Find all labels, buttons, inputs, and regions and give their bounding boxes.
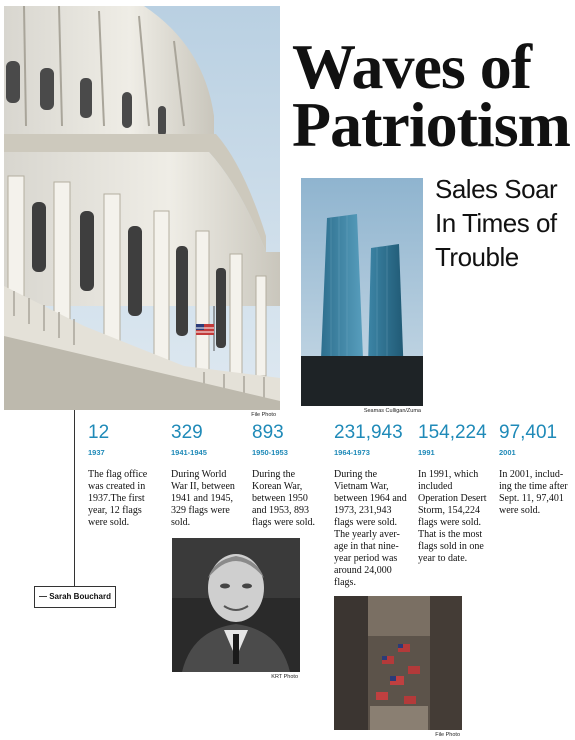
timeline-count: 231,943 bbox=[334, 422, 403, 443]
headline-line-2: Patriotism bbox=[292, 89, 570, 160]
fdr-photo-credit: KRT Photo bbox=[271, 674, 298, 680]
timeline-description: During the Vietnam War, between 1964 and 1973, 231,943 flags were sold. The yearly aver-age in that nine-year period was around 24,000 flags. bbox=[334, 469, 407, 588]
capitol-dome-illustration bbox=[4, 6, 280, 410]
timeline-year: 1950-1953 bbox=[252, 448, 288, 457]
fdr-portrait-illustration bbox=[172, 538, 300, 672]
subtitle-line-1: Sales Soar bbox=[435, 174, 558, 204]
timeline-entry-1950 bbox=[252, 422, 324, 529]
crowd-photo-credit: File Photo bbox=[435, 732, 460, 738]
flag-crowd-illustration bbox=[334, 596, 462, 730]
headline-line-1: Waves of bbox=[292, 31, 532, 102]
timeline-entry-1964 bbox=[334, 422, 412, 589]
timeline-year: 1964-1973 bbox=[334, 448, 370, 457]
capitol-dome-photo bbox=[4, 6, 280, 418]
timeline-entry-2001 bbox=[499, 422, 571, 517]
timeline-description: The flag office was created in 1937.The first year, 12 flags were sold. bbox=[88, 469, 148, 528]
timeline-entry-1941 bbox=[171, 422, 243, 529]
timeline-year: 1937 bbox=[88, 448, 105, 457]
timeline-count: 893 bbox=[252, 422, 284, 443]
timeline-description: In 2001, includ-ing the time after Sept. 11, 97,401 were sold. bbox=[499, 469, 568, 516]
timeline-vertical-line bbox=[74, 410, 75, 595]
subtitle-line-2: In Times of bbox=[435, 208, 557, 238]
twin-towers-photo bbox=[301, 178, 423, 414]
headline-subtitle bbox=[435, 172, 575, 274]
twin-towers-illustration bbox=[301, 178, 423, 406]
timeline-entry-1991 bbox=[418, 422, 494, 565]
fdr-portrait-photo bbox=[172, 538, 300, 680]
flag-crowd-photo bbox=[334, 596, 462, 738]
timeline-count: 154,224 bbox=[418, 422, 487, 443]
timeline-description: During the Korean War, between 1950 and 1953, 893 flags were sold. bbox=[252, 469, 316, 528]
subtitle-line-3: Trouble bbox=[435, 242, 519, 272]
towers-photo-credit: Seamas Culligan/Zuma bbox=[363, 408, 421, 414]
headline-title bbox=[292, 31, 572, 160]
timeline-year: 1941-1945 bbox=[171, 448, 207, 457]
timeline-description: In 1991, which included Operation Desert Storm, 154,224 flags were sold. That is the most flags sold in one year to date. bbox=[418, 469, 487, 564]
timeline-year: 2001 bbox=[499, 448, 516, 457]
byline-box: — Sarah Bouchard bbox=[34, 586, 116, 608]
capitol-photo-credit: File Photo bbox=[251, 412, 276, 418]
timeline-count: 329 bbox=[171, 422, 203, 443]
timeline-count: 12 bbox=[88, 422, 110, 443]
timeline-entry-1937 bbox=[88, 422, 160, 529]
timeline-description: During World War II, between 1941 and 1945, 329 flags were sold. bbox=[171, 469, 235, 528]
timeline-year: 1991 bbox=[418, 448, 435, 457]
timeline-count: 97,401 bbox=[499, 422, 558, 443]
